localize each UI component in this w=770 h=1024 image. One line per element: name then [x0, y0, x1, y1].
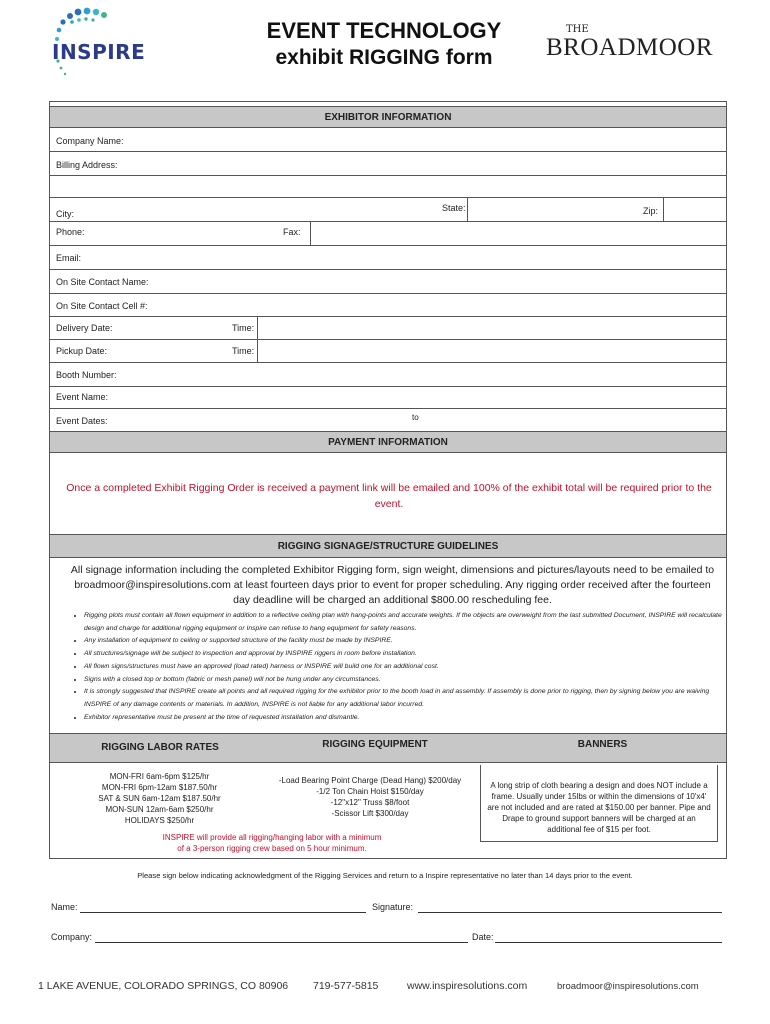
- signature-label: Signature:: [372, 902, 414, 912]
- guidelines-intro: All signage information including the completed Exhibitor Rigging form, sign weight, dimensions and pictures/layouts need to be emailed to broadmoor@inspiresolutions.com at least fourteen days prior to event for proper scheduling. Any rigging order received after the fourteen day deadline will be charged an additional $800.00 rescheduling fee.: [70, 564, 715, 606]
- name-label: Name:: [51, 902, 78, 912]
- company-label: Company:: [51, 932, 93, 942]
- signature-field[interactable]: [418, 912, 722, 913]
- equipment-item: -Scissor Lift $300/day: [331, 809, 409, 818]
- delivery-row: [50, 317, 726, 340]
- equipment-item: -1/2 Ton Chain Hoist $150/day: [316, 787, 424, 796]
- divider: [467, 198, 468, 221]
- equipment-item: -12"x12" Truss $8/foot: [330, 798, 410, 807]
- contact-name-row[interactable]: [50, 270, 726, 294]
- divider: [310, 222, 311, 245]
- pickup-time-label: Time:: [232, 346, 255, 356]
- booth-number-label: Booth Number:: [56, 370, 117, 380]
- form-title-line2: exhibit RIGGING form: [275, 46, 493, 69]
- labor-rate: MON-FRI 6am-6pm $125/hr: [109, 772, 210, 781]
- banner-box-bottom: [480, 841, 718, 842]
- footer-website[interactable]: www.inspiresolutions.com: [407, 980, 528, 992]
- date-field[interactable]: [495, 942, 722, 943]
- delivery-time-label: Time:: [232, 323, 255, 333]
- pickup-row: [50, 340, 726, 363]
- labor-rate: MON-FRI 6pm-12am $187.50/hr: [101, 783, 218, 792]
- guideline-item: • It is strongly suggested that INSPIRE create all points and all required rigging for the exhibitor prior to the booth load in and assembly. If assembly is done prior to rigging, then by signing below you are waiving INSPIRE of any damage contents or materials. In addition, INSPIRE is not liable for any additional labor incurred.: [84, 686, 734, 711]
- labor-rate: HOLIDAYS $250/hr: [124, 816, 195, 825]
- state-label: State:: [442, 203, 466, 213]
- rigging-form: [49, 101, 727, 859]
- event-dates-to: to: [412, 413, 419, 422]
- email-row[interactable]: [50, 246, 726, 270]
- labor-note: [82, 832, 462, 854]
- broadmoor-logo-the: THE: [566, 24, 589, 35]
- broadmoor-logo: BROADMOOR: [546, 34, 714, 61]
- phone-fax-row: [50, 222, 726, 246]
- labor-rates-heading: RIGGING LABOR RATES: [101, 742, 219, 753]
- labor-rates-list: [72, 771, 247, 826]
- date-label: Date:: [472, 932, 494, 942]
- billing-address-row[interactable]: [50, 152, 726, 176]
- equipment-heading: RIGGING EQUIPMENT: [322, 739, 428, 750]
- guideline-item: • All flown signs/structures must have an approved (load rated) harness or INSPIRE will build one for an additional cost.: [84, 661, 734, 674]
- labor-note-line1: INSPIRE will provide all rigging/hanging labor with a minimum: [162, 833, 382, 842]
- contact-cell-label: On Site Contact Cell #:: [56, 301, 148, 311]
- contact-name-label: On Site Contact Name:: [56, 277, 149, 287]
- divider: [663, 198, 664, 221]
- labor-rate: MON-SUN 12am-6am $250/hr: [105, 805, 214, 814]
- banners-heading: BANNERS: [577, 739, 628, 750]
- signature-instructions: Please sign below indicating acknowledgment of the Rigging Services and return to a Inspire representative no later than 14 days prior to the event.: [137, 871, 633, 880]
- company-field[interactable]: [95, 942, 468, 943]
- labor-rate: SAT & SUN 6am-12am $187.50/hr: [98, 794, 221, 803]
- name-field[interactable]: [80, 912, 366, 913]
- delivery-date-label: Delivery Date:: [56, 323, 113, 333]
- city-state-zip-row: [50, 198, 726, 222]
- equipment-list: [250, 775, 490, 819]
- city-label: City:: [56, 209, 74, 219]
- event-name-row[interactable]: [50, 387, 726, 409]
- footer-email[interactable]: broadmoor@inspiresolutions.com: [557, 981, 699, 992]
- labor-note-line2: of a 3-person rigging crew based on 5 hour minimum.: [177, 844, 367, 853]
- fax-label: Fax:: [283, 227, 301, 237]
- guideline-item: • Rigging plots must contain all flown equipment in addition to a reflective ceiling plan with hang-points and accurate weights. If the objects are overweight from the last submitted Document, INSPIRE will recalculate design and charge for additional rigging equipment or Inspire can refuse to hang equipment for safety reasons.: [84, 610, 734, 635]
- booth-number-row[interactable]: [50, 363, 726, 387]
- banners-text: A long strip of cloth bearing a design and does NOT include a frame. Usually under 15lbs or within the dimensions of 10'x4' are not included and are rated at $150.00 per banner. Pipe and Drape to ground support banners will be charged at an additional fee of $15 per foot.: [487, 781, 711, 834]
- zip-label: Zip:: [643, 206, 659, 216]
- banner-box-left: [480, 765, 481, 842]
- billing-address-row-2[interactable]: [50, 176, 726, 198]
- contact-cell-row[interactable]: [50, 294, 726, 317]
- phone-label: Phone:: [56, 227, 85, 237]
- footer-phone: 719-577-5815: [313, 980, 379, 992]
- form-title-line1: EVENT TECHNOLOGY: [266, 18, 502, 43]
- company-name-label: Company Name:: [56, 136, 124, 146]
- guidelines-heading: RIGGING SIGNAGE/STRUCTURE GUIDELINES: [50, 534, 726, 558]
- guideline-item: • Exhibitor representative must be present at the time of requested installation and dismantle.: [84, 712, 734, 725]
- event-dates-label: Event Dates:: [56, 416, 108, 426]
- inspire-logo-text: INSPIRE: [52, 40, 146, 64]
- pickup-date-label: Pickup Date:: [56, 346, 108, 356]
- exhibitor-info-heading: EXHIBITOR INFORMATION: [50, 106, 726, 128]
- footer-address: 1 LAKE AVENUE, COLORADO SPRINGS, CO 80906: [38, 980, 289, 992]
- event-dates-row: [50, 409, 726, 431]
- billing-address-label: Billing Address:: [56, 160, 118, 170]
- email-label: Email:: [56, 253, 82, 263]
- equipment-item: -Load Bearing Point Charge (Dead Hang) $200/day: [278, 776, 462, 785]
- payment-info-heading: PAYMENT INFORMATION: [50, 431, 726, 453]
- guideline-item: • All structures/signage will be subject to inspection and approval by INSPIRE riggers in room before installation.: [84, 648, 734, 661]
- guideline-item: • Any installation of equipment to ceiling or supported structure of the facility must be made by INSPIRE.: [84, 635, 734, 648]
- payment-note: Once a completed Exhibit Rigging Order is received a payment link will be emailed and 100% of the exhibit total will be required prior to the event.: [66, 482, 712, 510]
- event-name-label: Event Name:: [56, 392, 109, 402]
- banner-box-right: [717, 765, 718, 842]
- company-name-row[interactable]: [50, 128, 726, 152]
- guideline-item: • Signs with a closed top or bottom (fabric or mesh panel) will not be hung under any circumstances.: [84, 674, 734, 687]
- guidelines-list: [72, 610, 734, 724]
